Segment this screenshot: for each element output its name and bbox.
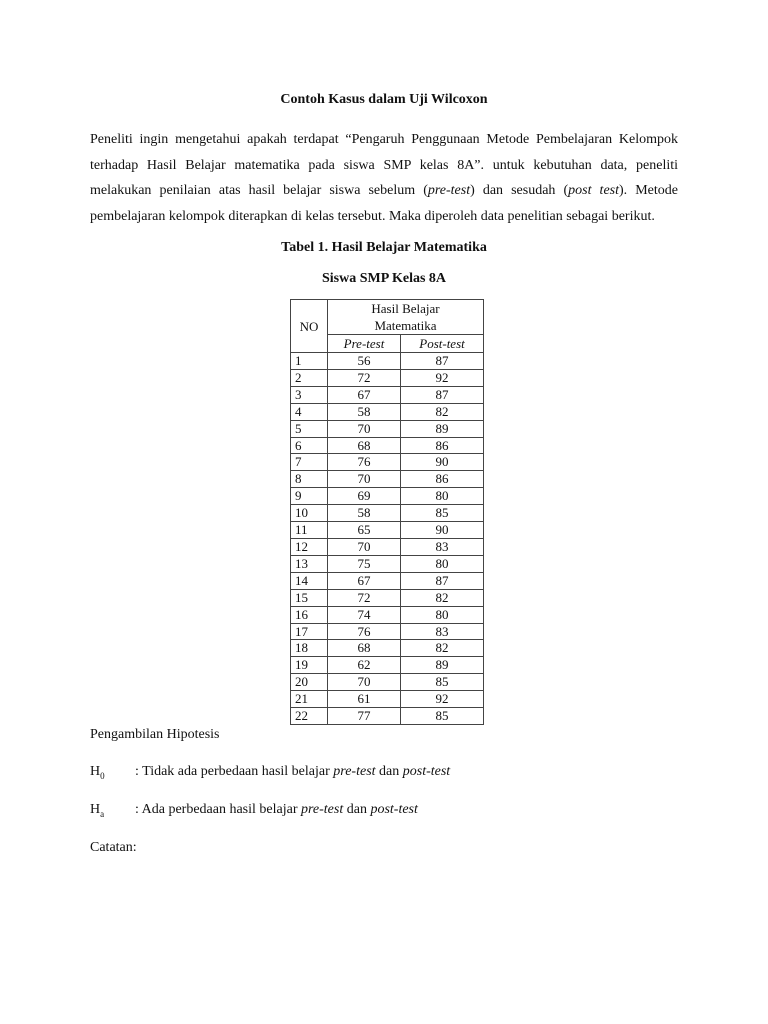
- cell-no: 1: [291, 353, 328, 370]
- cell-post-test: 85: [401, 505, 484, 522]
- cell-no: 17: [291, 623, 328, 640]
- header-no: NO: [291, 300, 328, 353]
- cell-post-test: 80: [401, 606, 484, 623]
- cell-no: 8: [291, 471, 328, 488]
- paragraph-post-test: post test: [568, 183, 619, 198]
- table-row: [291, 353, 484, 370]
- cell-pre-test: 74: [328, 606, 401, 623]
- cell-post-test: 85: [401, 708, 484, 725]
- cell-no: 13: [291, 555, 328, 572]
- table-header-row: [291, 300, 484, 335]
- cell-post-test: 85: [401, 674, 484, 691]
- paragraph-pre-test: pre-test: [427, 183, 471, 198]
- table-row: [291, 572, 484, 589]
- cell-pre-test: 56: [328, 353, 401, 370]
- table-row: [291, 623, 484, 640]
- cell-post-test: 90: [401, 522, 484, 539]
- cell-no: 14: [291, 572, 328, 589]
- cell-pre-test: 72: [328, 369, 401, 386]
- cell-pre-test: 67: [328, 572, 401, 589]
- cell-pre-test: 75: [328, 555, 401, 572]
- ha-statement: [135, 802, 418, 818]
- table-row: [291, 691, 484, 708]
- ha-symbol: [90, 802, 104, 819]
- document-title: Contoh Kasus dalam Uji Wilcoxon: [280, 92, 488, 107]
- h0-post-test: post-test: [402, 764, 451, 779]
- cell-pre-test: 70: [328, 538, 401, 555]
- intro-paragraph: [90, 127, 678, 229]
- cell-no: 15: [291, 589, 328, 606]
- cell-pre-test: 70: [328, 674, 401, 691]
- header-pre-test: Pre-test: [328, 335, 401, 353]
- ha-post-test: post-test: [370, 802, 418, 817]
- cell-post-test: 80: [401, 555, 484, 572]
- results-table: [290, 299, 484, 725]
- ha-text: : Ada perbedaan hasil belajar: [135, 802, 301, 817]
- table-caption-line2: Siswa SMP Kelas 8A: [321, 271, 447, 286]
- cell-pre-test: 70: [328, 471, 401, 488]
- table-row: [291, 386, 484, 403]
- cell-post-test: 86: [401, 437, 484, 454]
- table-row: [291, 589, 484, 606]
- hypothesis-heading: Pengambilan Hipotesis: [90, 727, 220, 742]
- cell-post-test: 89: [401, 420, 484, 437]
- h0-letter: H: [90, 764, 101, 779]
- cell-post-test: 82: [401, 640, 484, 657]
- table-row: [291, 555, 484, 572]
- table-row: [291, 369, 484, 386]
- table-row: [291, 606, 484, 623]
- paragraph-text-1: Peneliti ingin mengetahui apakah terdapat “Pengaruh Penggunaan Metode Pembelajaran Kelompok terhadap Hasil Belajar matematika pada siswa SMP kelas 8A”. untuk kebutuhan data, peneliti melakukan penilaian atas hasil belajar siswa sebelum (: [90, 132, 678, 198]
- cell-no: 6: [291, 437, 328, 454]
- cell-post-test: 83: [401, 538, 484, 555]
- h0-pre-test: pre-test: [333, 764, 376, 779]
- cell-post-test: 92: [401, 691, 484, 708]
- cell-no: 21: [291, 691, 328, 708]
- h0-symbol: [90, 764, 105, 781]
- ha-pre-test: pre-test: [300, 802, 344, 817]
- header-hasil-belajar: Hasil Belajar Matematika: [328, 300, 484, 335]
- cell-no: 12: [291, 538, 328, 555]
- cell-no: 19: [291, 657, 328, 674]
- cell-pre-test: 58: [328, 403, 401, 420]
- cell-no: 9: [291, 488, 328, 505]
- cell-post-test: 82: [401, 589, 484, 606]
- cell-no: 10: [291, 505, 328, 522]
- table-row: [291, 488, 484, 505]
- cell-pre-test: 76: [328, 623, 401, 640]
- cell-no: 7: [291, 454, 328, 471]
- ha-and: dan: [343, 802, 371, 817]
- table-caption-line1: Tabel 1. Hasil Belajar Matematika: [281, 240, 487, 255]
- table-row: [291, 657, 484, 674]
- cell-pre-test: 58: [328, 505, 401, 522]
- cell-post-test: 90: [401, 454, 484, 471]
- h0-and: dan: [375, 764, 403, 779]
- cell-pre-test: 77: [328, 708, 401, 725]
- cell-no: 2: [291, 369, 328, 386]
- table-row: [291, 471, 484, 488]
- table-row: [291, 403, 484, 420]
- ha-letter: H: [90, 802, 101, 817]
- table-row: [291, 437, 484, 454]
- cell-no: 18: [291, 640, 328, 657]
- cell-no: 5: [291, 420, 328, 437]
- note-label: Catatan:: [90, 840, 137, 855]
- table-row: [291, 522, 484, 539]
- cell-post-test: 87: [401, 353, 484, 370]
- table-row: [291, 640, 484, 657]
- cell-pre-test: 69: [328, 488, 401, 505]
- table-row: [291, 454, 484, 471]
- cell-no: 22: [291, 708, 328, 725]
- cell-pre-test: 62: [328, 657, 401, 674]
- table-row: [291, 538, 484, 555]
- table-row: [291, 674, 484, 691]
- h0-subscript: 0: [100, 770, 105, 781]
- cell-post-test: 80: [401, 488, 484, 505]
- cell-pre-test: 67: [328, 386, 401, 403]
- h0-statement: [135, 764, 450, 780]
- cell-no: 20: [291, 674, 328, 691]
- ha-subscript: a: [100, 808, 105, 819]
- cell-post-test: 82: [401, 403, 484, 420]
- table-row: [291, 505, 484, 522]
- cell-post-test: 89: [401, 657, 484, 674]
- cell-pre-test: 70: [328, 420, 401, 437]
- cell-no: 16: [291, 606, 328, 623]
- cell-post-test: 83: [401, 623, 484, 640]
- cell-no: 3: [291, 386, 328, 403]
- paragraph-text-3: ). Metode pembelajaran kelompok diterapkan di kelas tersebut. Maka diperoleh data penelitian sebagai berikut.: [90, 183, 678, 224]
- table-row: [291, 708, 484, 725]
- cell-post-test: 87: [401, 386, 484, 403]
- cell-pre-test: 65: [328, 522, 401, 539]
- cell-no: 11: [291, 522, 328, 539]
- header-post-test: Post-test: [401, 335, 484, 353]
- cell-post-test: 92: [401, 369, 484, 386]
- cell-no: 4: [291, 403, 328, 420]
- h0-text: : Tidak ada perbedaan hasil belajar: [135, 764, 334, 779]
- cell-pre-test: 76: [328, 454, 401, 471]
- cell-post-test: 86: [401, 471, 484, 488]
- cell-pre-test: 61: [328, 691, 401, 708]
- cell-pre-test: 68: [328, 640, 401, 657]
- paragraph-text-2: ) dan sesudah (: [470, 183, 569, 198]
- cell-pre-test: 72: [328, 589, 401, 606]
- cell-post-test: 87: [401, 572, 484, 589]
- table-row: [291, 420, 484, 437]
- cell-pre-test: 68: [328, 437, 401, 454]
- table-body: [291, 353, 484, 725]
